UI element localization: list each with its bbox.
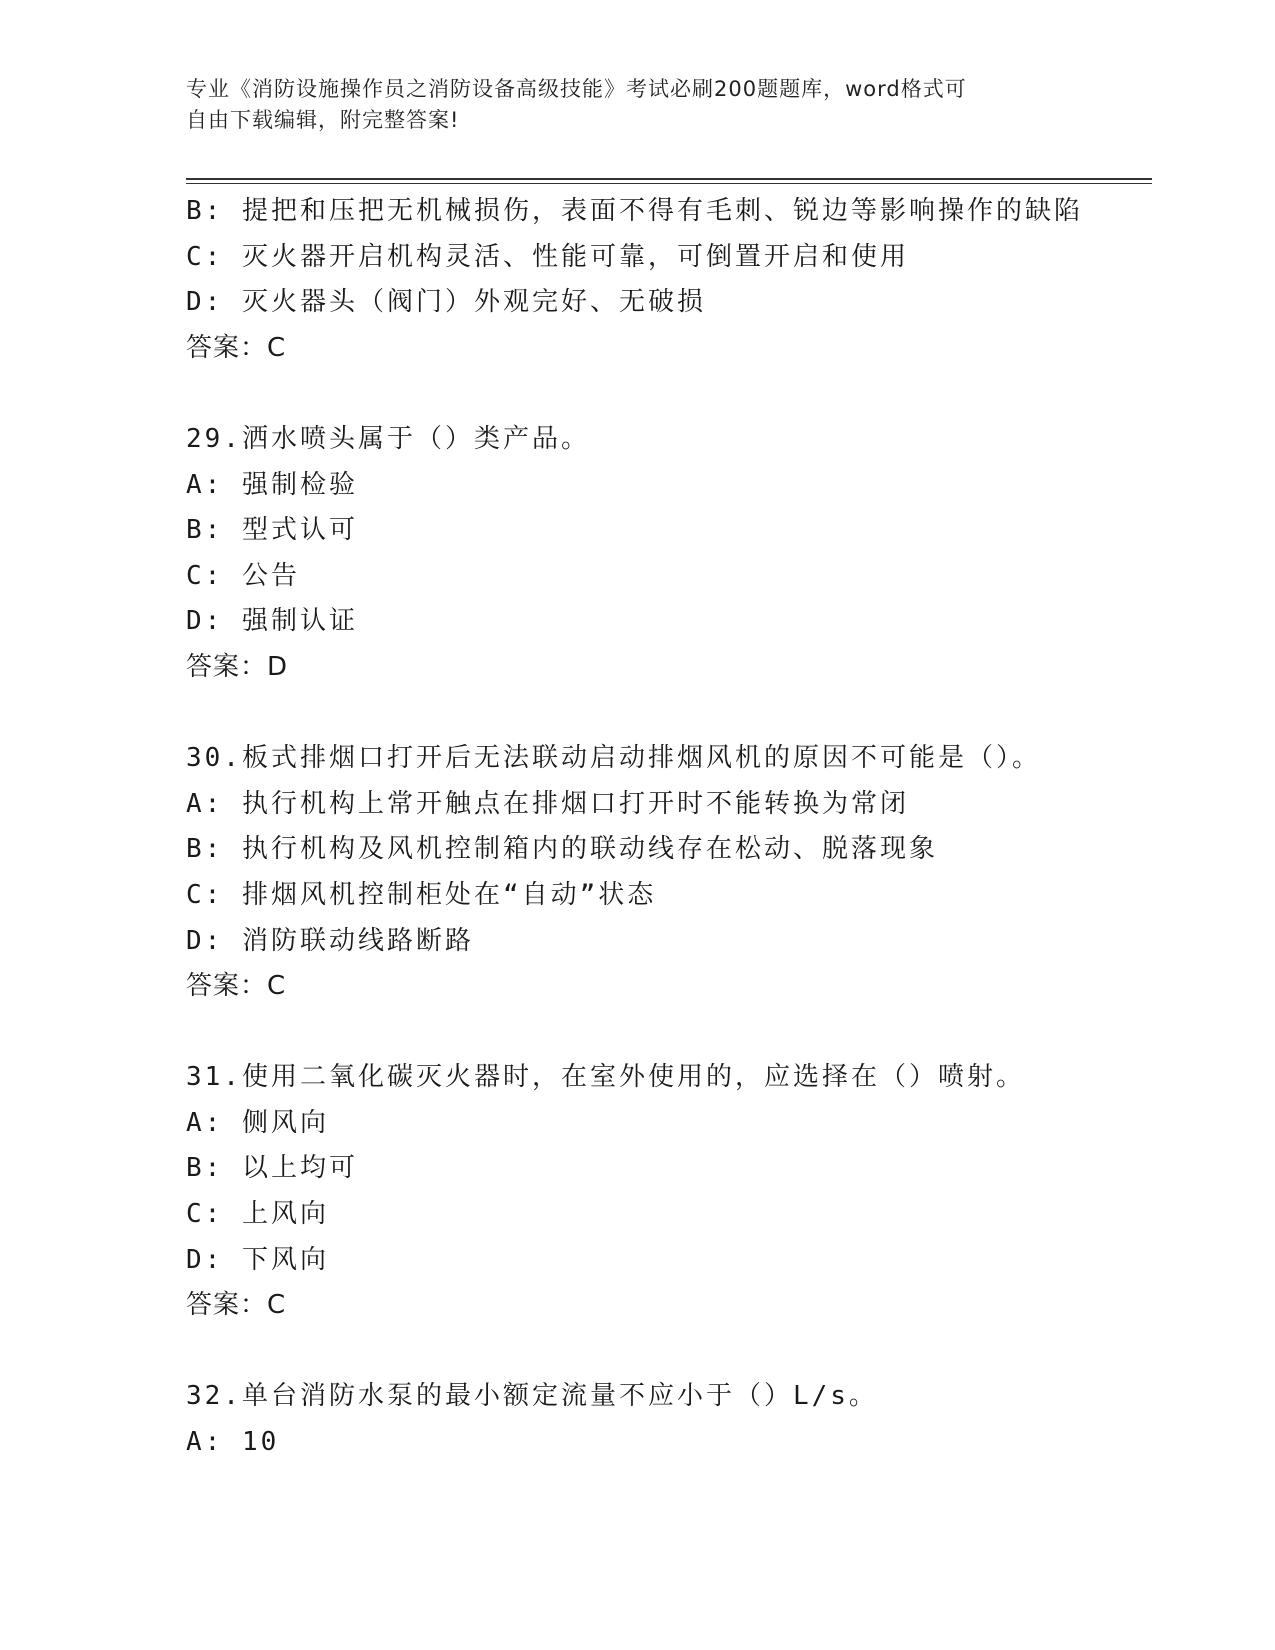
spacer [186, 1010, 1152, 1056]
option-a: A: 强制检验 [186, 469, 358, 500]
option-b: B: 以上均可 [186, 1153, 358, 1184]
question-stem: 29.洒水喷头属于（）类产品。 [186, 423, 590, 454]
document-header [186, 74, 1066, 136]
header-divider-thick [186, 178, 1152, 180]
answer-line: 答案：D [186, 651, 289, 682]
option-a: A: 10 [186, 1427, 280, 1458]
option-b: B: 执行机构及风机控制箱内的联动线存在松动、脱落现象 [186, 834, 938, 865]
option-d: D: 强制认证 [186, 606, 358, 637]
header-line-2: 自由下载编辑，附完整答案! [186, 108, 460, 132]
answer-line: 答案：C [186, 1290, 287, 1321]
option-c: C: 灭火器开启机构灵活、性能可靠，可倒置开启和使用 [186, 241, 909, 272]
option-b: B: 型式认可 [186, 515, 358, 546]
spacer [186, 691, 1152, 737]
option-c: C: 上风向 [186, 1199, 329, 1230]
option-a: A: 执行机构上常开触点在排烟口打开时不能转换为常闭 [186, 788, 909, 819]
option-a: A: 侧风向 [186, 1107, 329, 1138]
question-29 [186, 417, 1152, 691]
option-b: B: 提把和压把无机械损伤，表面不得有毛刺、锐边等影响操作的缺陷 [186, 196, 1083, 226]
option-c: C: 排烟风机控制柜处在“自动”状态 [186, 879, 657, 910]
answer-line: 答案：C [186, 971, 287, 1002]
header-divider-thin [186, 183, 1152, 184]
question-stem: 32.单台消防水泵的最小额定流量不应小于（）L/s。 [186, 1381, 878, 1412]
option-d: D: 灭火器头（阀门）外观完好、无破损 [186, 287, 706, 318]
question-32 [186, 1374, 1152, 1465]
option-d: D: 下风向 [186, 1244, 329, 1275]
answer-line: 答案：C [186, 332, 287, 363]
spacer [186, 371, 1152, 417]
question-31 [186, 1055, 1152, 1329]
spacer [186, 1329, 1152, 1375]
option-d: D: 消防联动线路断路 [186, 925, 474, 956]
header-line-1: 专业《消防设施操作员之消防设备高级技能》考试必刷200题题库，word格式可 [186, 77, 967, 101]
question-list [186, 189, 1152, 1466]
question-30 [186, 736, 1152, 1010]
question-stem: 30.板式排烟口打开后无法联动启动排烟风机的原因不可能是（）。 [186, 743, 1041, 774]
question-28-continued [186, 189, 1152, 371]
question-stem: 31.使用二氧化碳灭火器时，在室外使用的，应选择在（）喷射。 [186, 1062, 1025, 1093]
option-c: C: 公告 [186, 560, 300, 591]
